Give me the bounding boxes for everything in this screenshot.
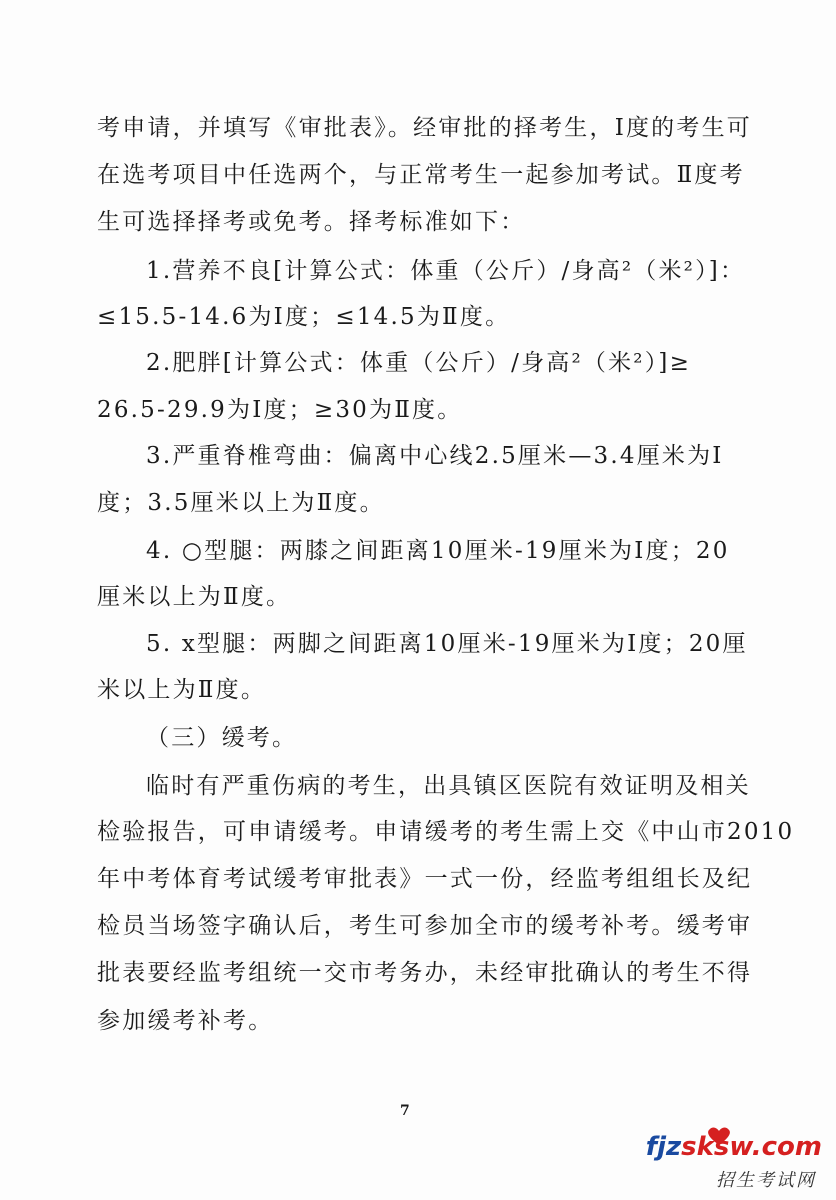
section-heading: （三）缓考。 xyxy=(146,725,298,751)
text-line: 批表要经监考组统一交市考务办，未经审批确认的考生不得 xyxy=(97,960,753,986)
text-line: 3.严重脊椎弯曲：偏离中心线2.5厘米—3.4厘米为Ⅰ xyxy=(146,443,724,469)
text-line: ≤15.5-14.6为Ⅰ度；≤14.5为Ⅱ度。 xyxy=(97,304,511,330)
text-line: 米以上为Ⅱ度。 xyxy=(97,677,267,703)
watermark-domain-left: fjz xyxy=(645,1132,682,1162)
watermark-domain xyxy=(646,1132,822,1162)
watermark-subtitle: 招生考试网 xyxy=(716,1170,816,1191)
text-line: 1.营养不良[计算公式：体重（公斤）/身高²（米²）]： xyxy=(146,258,746,284)
text-line: 4. ○型腿：两膝之间距离10厘米-19厘米为Ⅰ度；20 xyxy=(146,538,730,564)
text-line: 检验报告，可申请缓考。申请缓考的考生需上交《中山市2010 xyxy=(97,819,795,845)
text-line: 临时有严重伤病的考生，出具镇区医院有效证明及相关 xyxy=(146,773,751,799)
text-line: 度；3.5厘米以上为Ⅱ度。 xyxy=(97,490,385,516)
text-line: 5. x型腿：两脚之间距离10厘米-19厘米为Ⅰ度；20厘 xyxy=(146,631,748,657)
text-line: 参加缓考补考。 xyxy=(97,1008,274,1034)
page-number: 7 xyxy=(400,1103,410,1119)
text-line: 在选考项目中任选两个，与正常考生一起参加考试。Ⅱ度考 xyxy=(97,162,745,188)
text-line: 检员当场签字确认后，考生可参加全市的缓考补考。缓考审 xyxy=(97,913,753,939)
watermark-logo xyxy=(622,1124,822,1194)
text-line: 生可选择择考或免考。择考标准如下： xyxy=(97,209,526,235)
text-line: 年中考体育考试缓考审批表》一式一份，经监考组组长及纪 xyxy=(97,866,753,892)
text-line: 26.5-29.9为Ⅰ度；≥30为Ⅱ度。 xyxy=(97,397,463,423)
text-line: 2.肥胖[计算公式：体重（公斤）/身高²（米²）]≥ xyxy=(146,350,692,376)
watermark-domain-right: sksw.com xyxy=(681,1132,822,1162)
text-line: 考申请，并填写《审批表》。经审批的择考生，Ⅰ度的考生可 xyxy=(97,115,752,141)
text-line: 厘米以上为Ⅱ度。 xyxy=(97,584,292,610)
